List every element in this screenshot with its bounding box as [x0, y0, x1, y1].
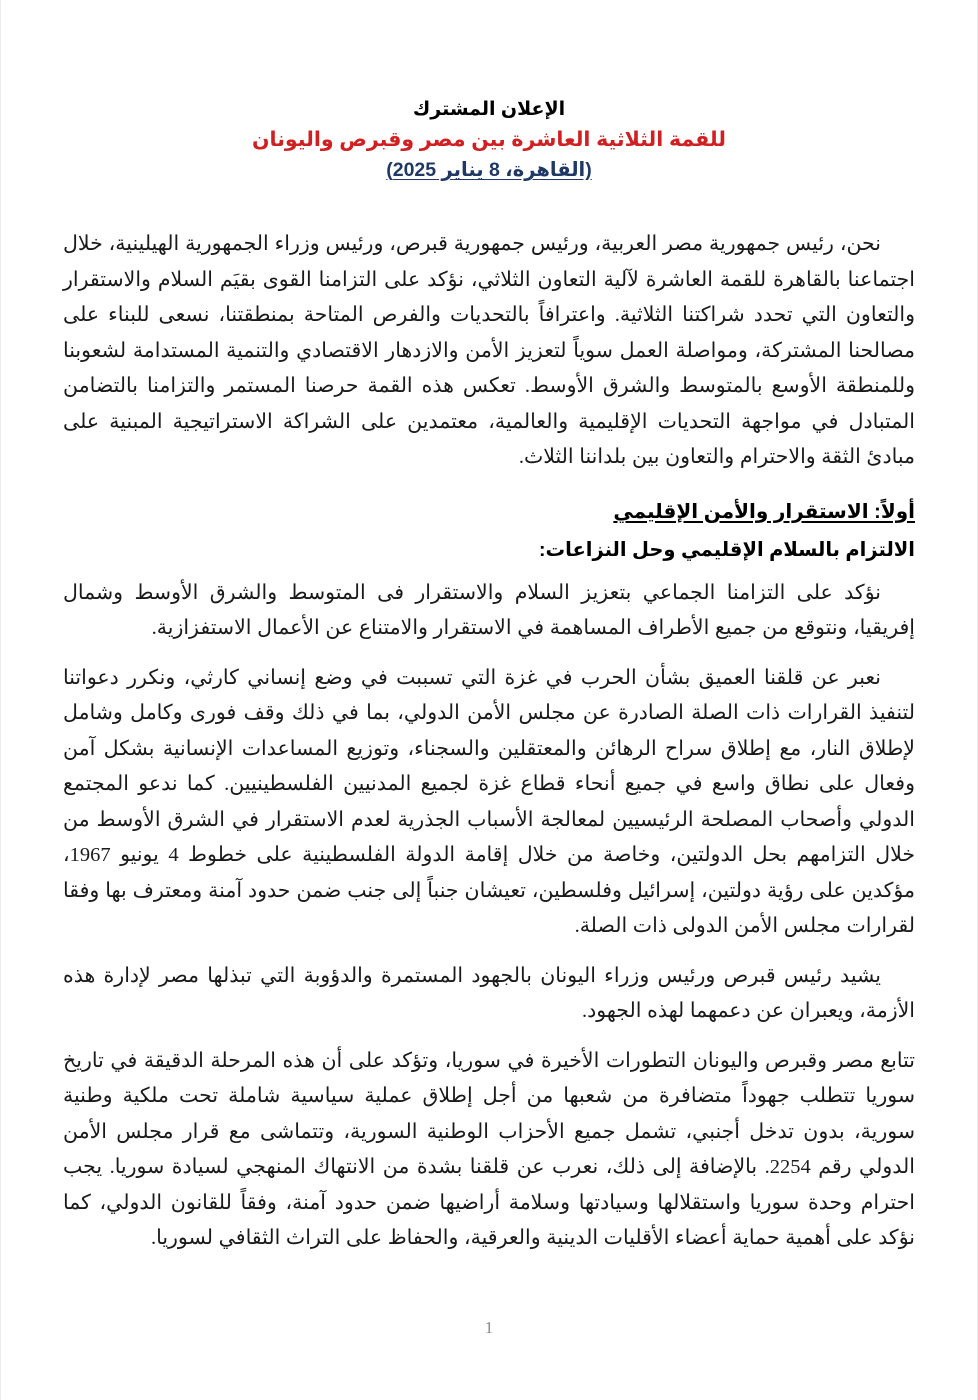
sub-heading-peace-commitment: الالتزام بالسلام الإقليمي وحل النزاعات: [539, 538, 915, 561]
section-heading-regional-stability: أولاً: الاستقرار والأمن الإقليمي [613, 500, 915, 523]
page-content-area [63, 95, 915, 1310]
paragraph-syria-developments: تتابع مصر وقبرص واليونان التطورات الأخيرة في سوريا، وتؤكد على أن هذه المرحلة الدقيقة في تاريخ سوريا تتطلب جهوداً متضافرة من شعبها من أجل إطلاق عملية سياسية شاملة تحت ملكية وطنية سورية، بدون تدخل أجنبي، تشمل جميع الأحزاب الوطنية السورية، وتتماشى مع قرار مجلس الأمن الدولي رقم 2254. بالإضافة إلى ذلك، نعرب عن قلقنا بشدة من الانتهاك المنهجي لسيادة سوريا. يجب احترام وحدة سوريا واستقلالها وسيادتها وسلامة أراضيها ضمن حدود آمنة، وفقاً للقانون الدولي، كما نؤكد على أهمية حماية أعضاء الأقليات الدينية والعرقية، والحفاظ على التراث الثقافي لسوريا. [63, 1049, 915, 1249]
page-footer [1, 1318, 977, 1338]
title-line-main: الإعلان المشترك [412, 99, 566, 120]
paragraph-egypt-mediation-praise: يشيد رئيس قبرص ورئيس وزراء اليونان بالجهود المستمرة والدؤوبة التي تبذلها مصر لإدارة هذه الأزمة، ويعبران عن دعمهما لهذه الجهود. [63, 964, 915, 1022]
title-line-date-location: (القاهرة، 8 يناير 2025) [386, 159, 592, 181]
paragraph-gaza-concern: نعبر عن قلقنا العميق بشأن الحرب في غزة التي تسببت في وضع إنساني كارثي، ونكرر دعواتنا لتنفيذ القرارات ذات الصلة الصادرة عن مجلس الأمن الدولي، بما في ذلك وقف فورى وكامل وشامل لإطلاق النار، مع إطلاق سراح الرهائن والمعتقلين والسجناء، وتوزيع المساعدات الإنسانية بشكل آمن وفعال على نطاق واسع في جميع أنحاء قطاع غزة لجميع المدنيين الفلسطينيين. كما ندعو المجتمع الدولي وأصحاب المصلحة الرئيسيين لمعالجة الأسباب الجذرية لعدم الاستقرار في الشرق الأوسط من خلال التزامهم بحل الدولتين، وخاصة من خلال إقامة الدولة الفلسطينية على خطوط 4 يونيو 1967، مؤكدين على رؤية دولتين، إسرائيل وفلسطين، تعيشان جنباً إلى جنب ضمن حدود آمنة ومعترف بها وفقا لقرارات مجلس الأمن الدولى ذات الصلة. [63, 666, 915, 937]
document-title-block [63, 95, 915, 185]
page-number: 1 [484, 1318, 494, 1337]
preamble-paragraph: نحن، رئيس جمهورية مصر العربية، ورئيس جمهورية قبرص، ورئيس وزراء الجمهورية الهيلينية، خلال اجتماعنا بالقاهرة للقمة العاشرة لآلية التعاون الثلاثي، نؤكد على التزامنا القوى بقيَم السلام والاستقرار والتعاون التي تحدد شراكتنا الثلاثية. واعترافاً بالتحديات والفرص المتاحة بمنطقتنا، نسعى للبناء على مصالحنا المشتركة، ومواصلة العمل سوياً لتعزيز الأمن والازدهار الاقتصادي والتنمية المستدامة لشعوبنا وللمنطقة الأوسع بالمتوسط والشرق الأوسط. تعكس هذه القمة حرصنا المستمر والتزامنا بالتضامن المتبادل في مواجهة التحديات الإقليمية والعالمية، معتمدين على الشراكة الاستراتيجية المبنية على مبادئ الثقة والاحترام والتعاون بين بلداننا الثلاث. [63, 233, 915, 468]
paragraph-collective-commitment: نؤكد على التزامنا الجماعي بتعزيز السلام والاستقرار فى المتوسط والشرق الأوسط وشمال إفريقيا، ونتوقع من جميع الأطراف المساهمة في الاستقرار والامتناع عن الأعمال الاستفزازية. [63, 581, 915, 639]
title-line-summit: للقمة الثلاثية العاشرة بين مصر وقبرص واليونان [252, 128, 726, 151]
